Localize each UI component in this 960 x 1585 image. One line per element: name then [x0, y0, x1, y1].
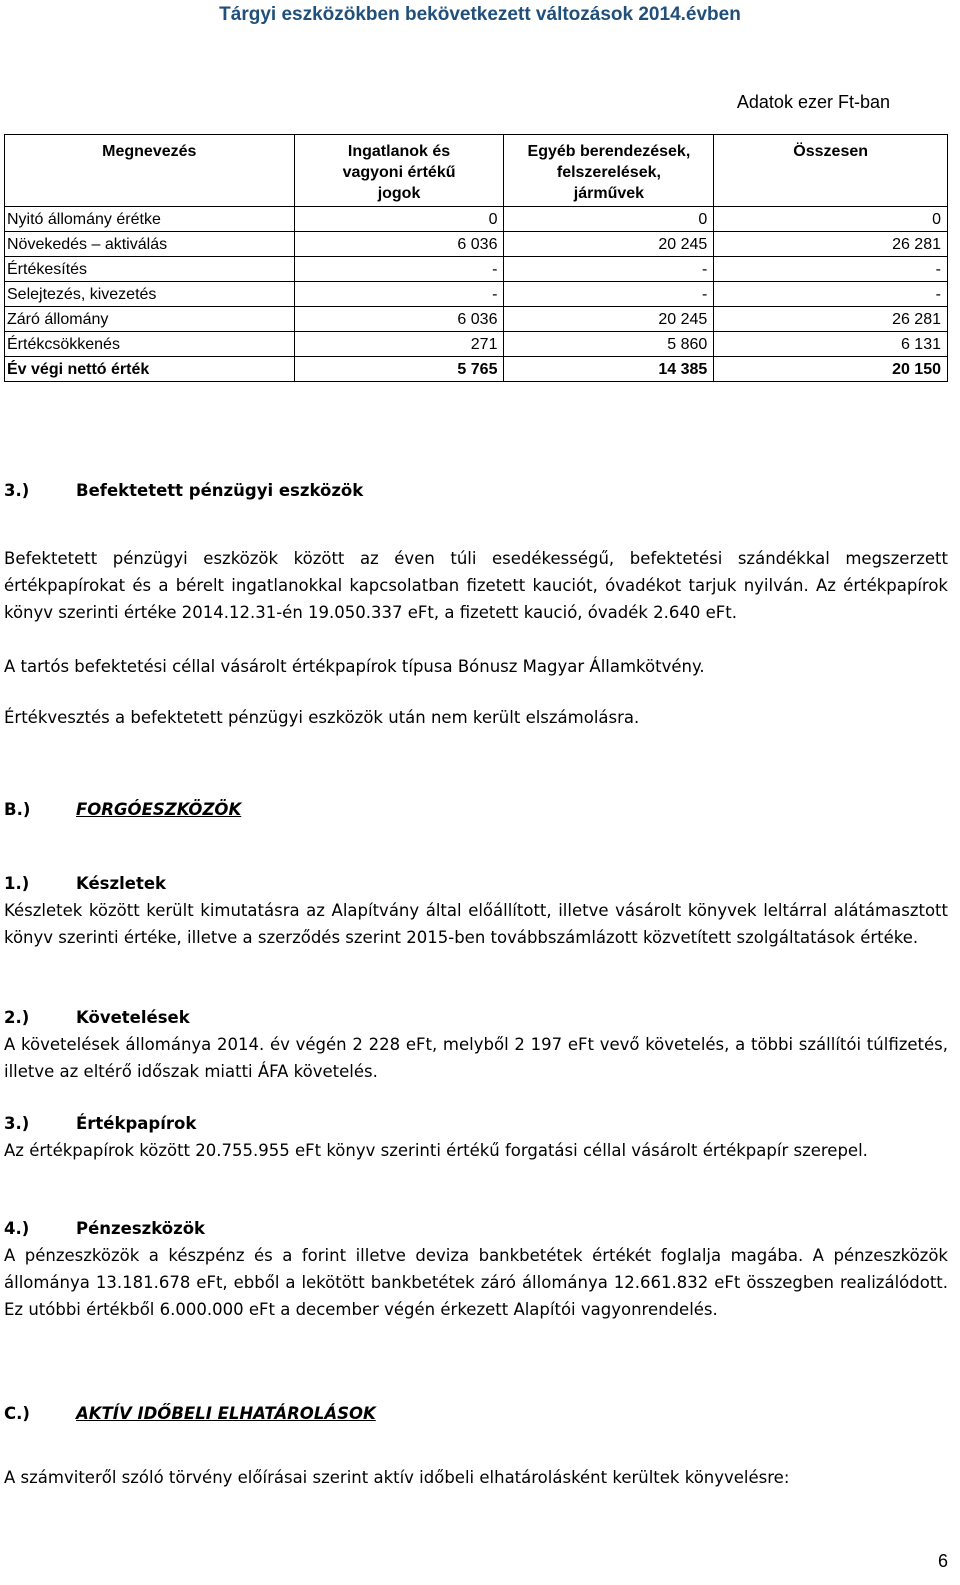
subsection-heading-2 [4, 1004, 948, 1031]
section-number: B.) [4, 800, 31, 819]
section-title: FORGÓESZKÖZÖK [76, 800, 242, 819]
unit-note: Adatok ezer Ft-ban [736, 92, 890, 112]
row-label: Növekedés – aktiválás [5, 232, 295, 257]
section-title: Értékpapírok [76, 1114, 197, 1133]
table-row [5, 282, 948, 307]
paragraph-inventory: Készletek között került kimutatásra az Alapítvány által előállított, illetve vásárolt könyvek leltárral alátámasztott könyv szerinti értéke, illetve a szerződés szerint 2015-ben továbbszámlázott közvetített szolgáltatások értéke. [4, 901, 948, 947]
section-title: Befektetett pénzügyi eszközök [76, 481, 364, 500]
cell-value: 5 765 [294, 357, 504, 382]
cell-value: - [504, 257, 714, 282]
cell-value: 0 [714, 207, 948, 232]
subsection-heading-3 [4, 1110, 948, 1137]
section-number: C.) [4, 1404, 30, 1423]
section-number: 3.) [4, 1114, 30, 1133]
fixed-assets-table [4, 134, 948, 382]
cell-value: 20 245 [504, 307, 714, 332]
cell-value: - [714, 257, 948, 282]
cell-value: - [294, 282, 504, 307]
row-label: Értékesítés [5, 257, 295, 282]
paragraph-securities: Az értékpapírok között 20.755.955 eFt könyv szerinti értékű forgatási céllal vásárolt értékpapír szerepel. [4, 1141, 868, 1160]
section-title: Követelések [76, 1008, 190, 1027]
table-header-row [5, 135, 948, 207]
section-heading-c [4, 1400, 948, 1427]
table-row [5, 207, 948, 232]
cell-value: 26 281 [714, 232, 948, 257]
paragraph-accruals: A számviteről szóló törvény előírásai szerint aktív időbeli elhatárolásként kerültek könyvelésre: [4, 1468, 790, 1487]
paragraph-bond-type: A tartós befektetési céllal vásárolt értékpapírok típusa Bónusz Magyar Államkötvény. [4, 657, 705, 676]
section-number: 1.) [4, 874, 30, 893]
cell-value: 6 036 [294, 232, 504, 257]
section-heading-3 [4, 477, 948, 504]
cell-value: 0 [294, 207, 504, 232]
paragraph-cash: A pénzeszközök a készpénz és a forint illetve deviza bankbetétek értékét foglalja magába. A pénzeszközök állománya 13.181.678 eFt, ebből a lekötött bankbetétek záró állománya 12.661.832 eFt összegben realizálódott. Ez utóbbi értékből 6.000.000 eFt a december végén érkezett Alapítói vagyonrendelés. [4, 1246, 948, 1319]
row-label: Nyitó állomány érétke [5, 207, 295, 232]
paragraph-impairment: Értékvesztés a befektetett pénzügyi eszközök után nem került elszámolásra. [4, 708, 640, 727]
table-row [5, 307, 948, 332]
cell-value: 0 [504, 207, 714, 232]
cell-value: 20 150 [714, 357, 948, 382]
paragraph-investments: Befektetett pénzügyi eszközök között az éven túli esedékességű, befektetési szándékkal megszerzett értékpapírokat és a bérelt ingatlanokkal kapcsolatban fizetett kauciót, óvadékot tarjuk nyilván. Az értékpapírok könyv szerinti értéke 2014.12.31-én 19.050.337 eFt, a fizetett kaució, óvadék 2.640 eFt. [4, 549, 948, 622]
cell-value: - [714, 282, 948, 307]
page-title: Tárgyi eszközökben bekövetkezett változások 2014.évben [219, 4, 741, 25]
table-row [5, 332, 948, 357]
cell-value: 271 [294, 332, 504, 357]
col-header-total: Összesen [714, 135, 948, 207]
col-header-equipment: Egyéb berendezések, felszerelések, járművek [504, 135, 714, 207]
section-title: Készletek [76, 874, 167, 893]
cell-value: - [294, 257, 504, 282]
section-number: 4.) [4, 1219, 30, 1238]
cell-value: 6 131 [714, 332, 948, 357]
section-number: 3.) [4, 481, 30, 500]
row-label: Selejtezés, kivezetés [5, 282, 295, 307]
row-label: Év végi nettó érték [5, 357, 295, 382]
subsection-heading-4 [4, 1215, 948, 1242]
cell-value: 14 385 [504, 357, 714, 382]
cell-value: - [504, 282, 714, 307]
section-heading-b [4, 796, 948, 823]
section-title: AKTÍV IDŐBELI ELHATÁROLÁSOK [76, 1404, 376, 1423]
table-row-total [5, 357, 948, 382]
cell-value: 20 245 [504, 232, 714, 257]
table-row [5, 257, 948, 282]
cell-value: 5 860 [504, 332, 714, 357]
section-title: Pénzeszközök [76, 1219, 206, 1238]
row-label: Értékcsökkenés [5, 332, 295, 357]
table-row [5, 232, 948, 257]
col-header-property: Ingatlanok és vagyoni értékű jogok [294, 135, 504, 207]
subsection-heading-1 [4, 870, 948, 897]
page-number: 6 [937, 1551, 948, 1571]
cell-value: 6 036 [294, 307, 504, 332]
col-header-name: Megnevezés [5, 135, 295, 207]
paragraph-receivables: A követelések állománya 2014. év végén 2 228 eFt, melyből 2 197 eFt vevő követelés, a többi szállítói túlfizetés, illetve az eltérő időszak miatti ÁFA követelés. [4, 1035, 948, 1081]
cell-value: 26 281 [714, 307, 948, 332]
row-label: Záró állomány [5, 307, 295, 332]
section-number: 2.) [4, 1008, 30, 1027]
